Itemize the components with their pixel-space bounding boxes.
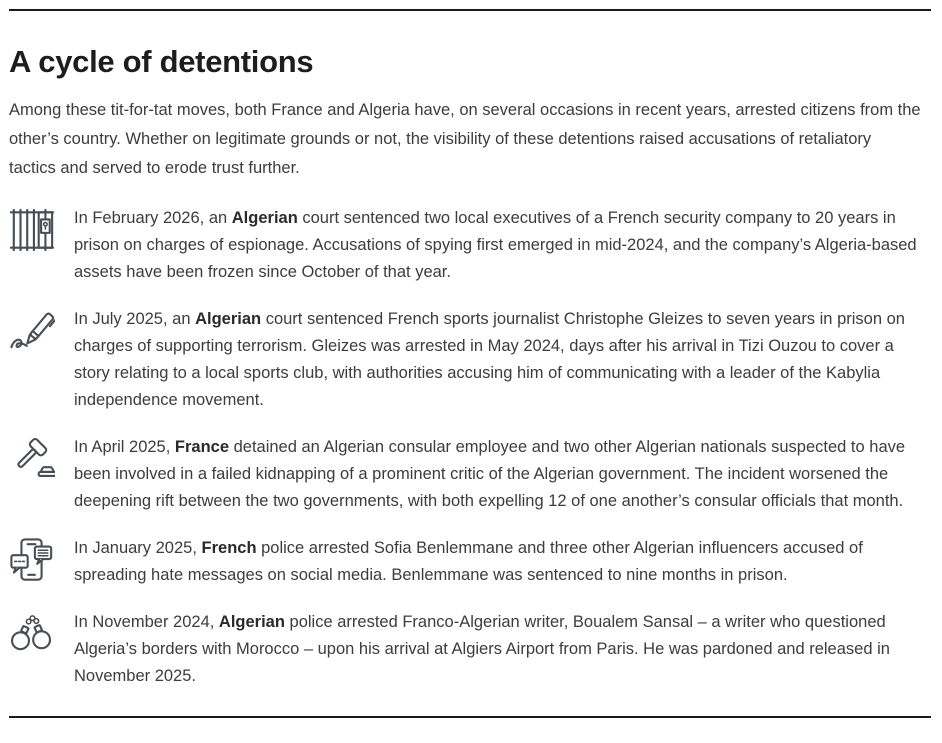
item-text-bold: Algerian: [218, 613, 285, 631]
top-divider: [9, 9, 931, 11]
list-item-text: [74, 205, 931, 286]
list-item: [9, 609, 931, 690]
list-item: [9, 434, 931, 515]
item-text-suffix: police arrested Sofia Benlemmane and three other Algerian influencers accused of spreading hate messages on social media. Benlemmane was sentenced to nine months in prison.: [74, 539, 863, 584]
list-item: [9, 205, 931, 286]
item-text-bold: Algerian: [195, 310, 262, 328]
bottom-divider: [9, 716, 931, 718]
item-text-prefix: In April 2025,: [74, 438, 175, 456]
item-text-prefix: In November 2024,: [74, 613, 219, 631]
detention-events-list: [9, 205, 931, 690]
item-text-bold: France: [174, 438, 230, 456]
gavel-icon: [9, 434, 56, 482]
list-item-text: [74, 306, 931, 414]
list-item: [9, 535, 931, 589]
handcuffs-icon: [9, 609, 56, 657]
list-item-text: [74, 535, 931, 589]
item-text-bold: Algerian: [231, 209, 298, 227]
list-item: [9, 306, 931, 414]
item-text-suffix: police arrested Franco-Algerian writer, Boualem Sansal – a writer who questioned Algeria’s borders with Morocco – upon his arrival at Algiers Airport from Paris. He was pardoned and released in November 2025.: [74, 613, 890, 685]
article-section: [0, 9, 942, 718]
pen-signature-icon: [9, 306, 56, 354]
item-text-suffix: detained an Algerian consular employee and two other Algerian nationals suspected to have been involved in a failed kidnapping of a prominent critic of the Algerian government. The incident worsened the deepening rift between the two governments, with both expelling 12 of one another’s consular officials that month.: [74, 438, 906, 510]
item-text-suffix: court sentenced French sports journalist Christophe Gleizes to seven years in prison on charges of supporting terrorism. Gleizes was arrested in May 2024, days after his arrival in Tizi Ouzou to cover a story relating to a local sports club, with authorities accusing him of communicating with a leader of the Kabylia independence movement.: [74, 310, 905, 409]
phone-chat-icon: [9, 535, 56, 583]
page-title: A cycle of detentions: [9, 44, 314, 79]
item-text-prefix: In July 2025, an: [74, 310, 196, 328]
intro-paragraph: Among these tit-for-tat moves, both France and Algeria have, on several occasions in recent years, arrested citizens from the other’s country. Whether on legitimate grounds or not, the visibility of these detentions raised accusations of retaliatory tactics and served to erode trust further.: [9, 101, 921, 177]
item-text-bold: French: [201, 539, 257, 557]
prison-bars-icon: [9, 205, 56, 253]
item-text-prefix: In January 2025,: [74, 539, 202, 557]
list-item-text: [74, 434, 931, 515]
item-text-prefix: In February 2026, an: [74, 209, 232, 227]
item-text-suffix: court sentenced two local executives of a French security company to 20 years in prison on charges of espionage. Accusations of spying first emerged in mid-2024, and the company’s Algeria-based assets have been frozen since October of that year.: [74, 209, 917, 281]
list-item-text: [74, 609, 931, 690]
